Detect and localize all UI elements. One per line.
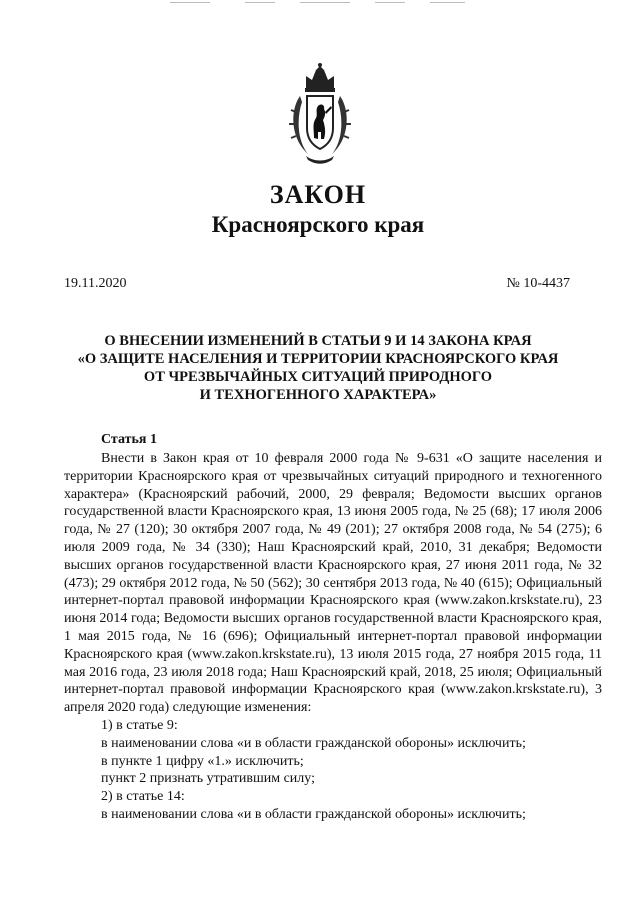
amendment-item: в пункте 1 цифру «1.» исключить; (101, 753, 304, 769)
law-number: № 10-4437 (506, 276, 570, 291)
amendment-item: 1) в статье 9: (101, 717, 178, 733)
heading-line: «О ЗАЩИТЕ НАСЕЛЕНИЯ И ТЕРРИТОРИИ КРАСНОЯРСКОГО КРАЯ (77, 351, 559, 367)
document-subtitle: Красноярского края (211, 212, 425, 237)
law-date: 19.11.2020 (64, 276, 127, 291)
amendment-item: в наименовании слова «и в области гражданской обороны» исключить; (101, 735, 526, 751)
amendment-item: 2) в статье 14: (101, 789, 185, 805)
article-intro-paragraph: Внести в Закон края от 10 февраля 2000 года № 9-631 «О защите населения и территории Красноярского края от чрезвычайных ситуаций природного и техногенного характера» (Красноярский рабочий, 2000, 29 февраля; Ведомости высших органов государственной власти Красноярского края, 13 июня 2005 года, № 25 (68); 17 июля 2006 года, № 27 (120); 30 октября 2007 года, № 49 (201); 27 октября 2008 года, № 54 (275); 6 июля 2009 года, № 34 (330); Наш Красноярский край, 2010, 31 декабря; Ведомости высших органов государственной власти Красноярского края, 27 июня 2011 года, № 32 (473); 29 октября 2012 года, № 50 (562); 30 сентября 2013 года, № 40 (615); Официальный интернет-портал правовой информации Красноярского края (www.zakon.krskstate.ru), 23 июня 2014 года; Ведомости высших органов государственной власти Красноярского края, 1 мая 2015 года, № 16 (696); Официальный интернет-портал правовой информации Красноярского края (www.zakon.krskstate.ru), 13 июля 2015 года, 27 ноября 2015 года, 11 мая 2016 года, 23 июля 2018 года; Наш Красноярский край, 2018, 25 июля; Официальный интернет-портал правовой информации Красноярского края (www.zakon.krskstate.ru), 3 апреля 2020 года) следующие изменения: (64, 451, 602, 716)
article-title: Статья 1 (101, 432, 157, 447)
scan-top-edge (0, 0, 636, 6)
amendment-item: в наименовании слова «и в области гражданской обороны» исключить; (101, 806, 526, 822)
krasnoyarsk-coat-of-arms-icon (288, 62, 352, 166)
law-heading (0, 332, 636, 404)
article-body (64, 450, 602, 824)
amendment-item: пункт 2 признать утратившим силу; (101, 771, 315, 787)
document-title: ЗАКОН (269, 180, 367, 209)
heading-line: И ТЕХНОГЕННОГО ХАРАКТЕРА» (199, 387, 437, 403)
heading-line: О ВНЕСЕНИИ ИЗМЕНЕНИЙ В СТАТЬИ 9 И 14 ЗАКОНА КРАЯ (104, 333, 532, 349)
heading-line: ОТ ЧРЕЗВЫЧАЙНЫХ СИТУАЦИЙ ПРИРОДНОГО (143, 369, 493, 385)
